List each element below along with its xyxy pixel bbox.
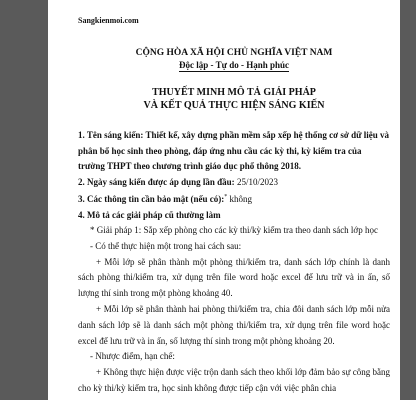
motto (78, 59, 390, 71)
section-3-label: 3. Các thông tin cần bảo mật (nếu có): (78, 194, 225, 204)
paragraph: - Nhược điểm, hạn chế: (90, 351, 175, 362)
paragraph: + Mỗi lớp sẽ phân thành một phòng thi/kiểm tra, danh sách lớp chính là danh sách phòng thi/kiểm tra, xử dụng trên file word hoặc excel để lưu trữ và in ấn, số lượng thí sinh trong một phòng khoảng 40. (78, 256, 390, 299)
site-watermark: Sangkienmoi.com (78, 16, 139, 25)
paragraph: + Mỗi lớp sẽ phân thành hai phòng thi/kiểm tra, chia đôi danh sách lớp mỗi nửa danh sách lớp sẽ là danh sách một phòng thi/kiểm tra, xử dụng trên file word hoặc excel để lưu trữ và in ấn, số lượng thí sinh trong một phòng khoảng 20. (78, 303, 390, 346)
motto-text: Độc lập - Tự do - Hạnh phúc (178, 60, 289, 70)
document-title (78, 86, 390, 112)
paragraph: * Giải pháp 1: Sắp xếp phòng cho các kỳ thi/kỳ kiểm tra theo danh sách lớp học (90, 225, 378, 235)
section-4: 4. Mô tả các giải pháp cũ thường làm (78, 209, 221, 220)
nation-heading: CỘNG HÒA XÃ HỘI CHỦ NGHĨA VIỆT NAM (135, 48, 333, 58)
section-1: 1. Tên sáng kiến: Thiết kế, xây dựng phần mềm sắp xếp hệ thống cơ sở dữ liệu và phân bổ học sinh theo phòng, đáp ứng nhu cầu các kỳ thi, kỳ kiểm tra của trường THPT theo chương trình giáo dục phổ thông 2018. (78, 130, 389, 171)
section-2-label: 2. Ngày sáng kiến được áp dụng lần đầu: (78, 176, 235, 187)
section-2 (78, 175, 390, 191)
section-2-value: 25/10/2023 (234, 176, 278, 187)
document-page (48, 0, 400, 400)
section-3-value: không (227, 194, 252, 204)
title-line-2: VÀ KẾT QUẢ THỰC HIỆN SÁNG KIẾN (143, 100, 325, 111)
paragraph: + Không thực hiện được việc trộn danh sách theo khối lớp đảm bảo sự công bằng cho kỳ thi/kỳ kiểm tra, học sinh không được tiếp cận với việc phân chia (78, 367, 390, 393)
paragraph: - Có thể thực hiện một trong hai cách sau: (90, 240, 242, 251)
title-line-1: THUYẾT MINH MÔ TẢ GIẢI PHÁP (152, 87, 316, 98)
section-3: 3. Các thông tin cần bảo mật (nếu có):* không (78, 194, 252, 204)
